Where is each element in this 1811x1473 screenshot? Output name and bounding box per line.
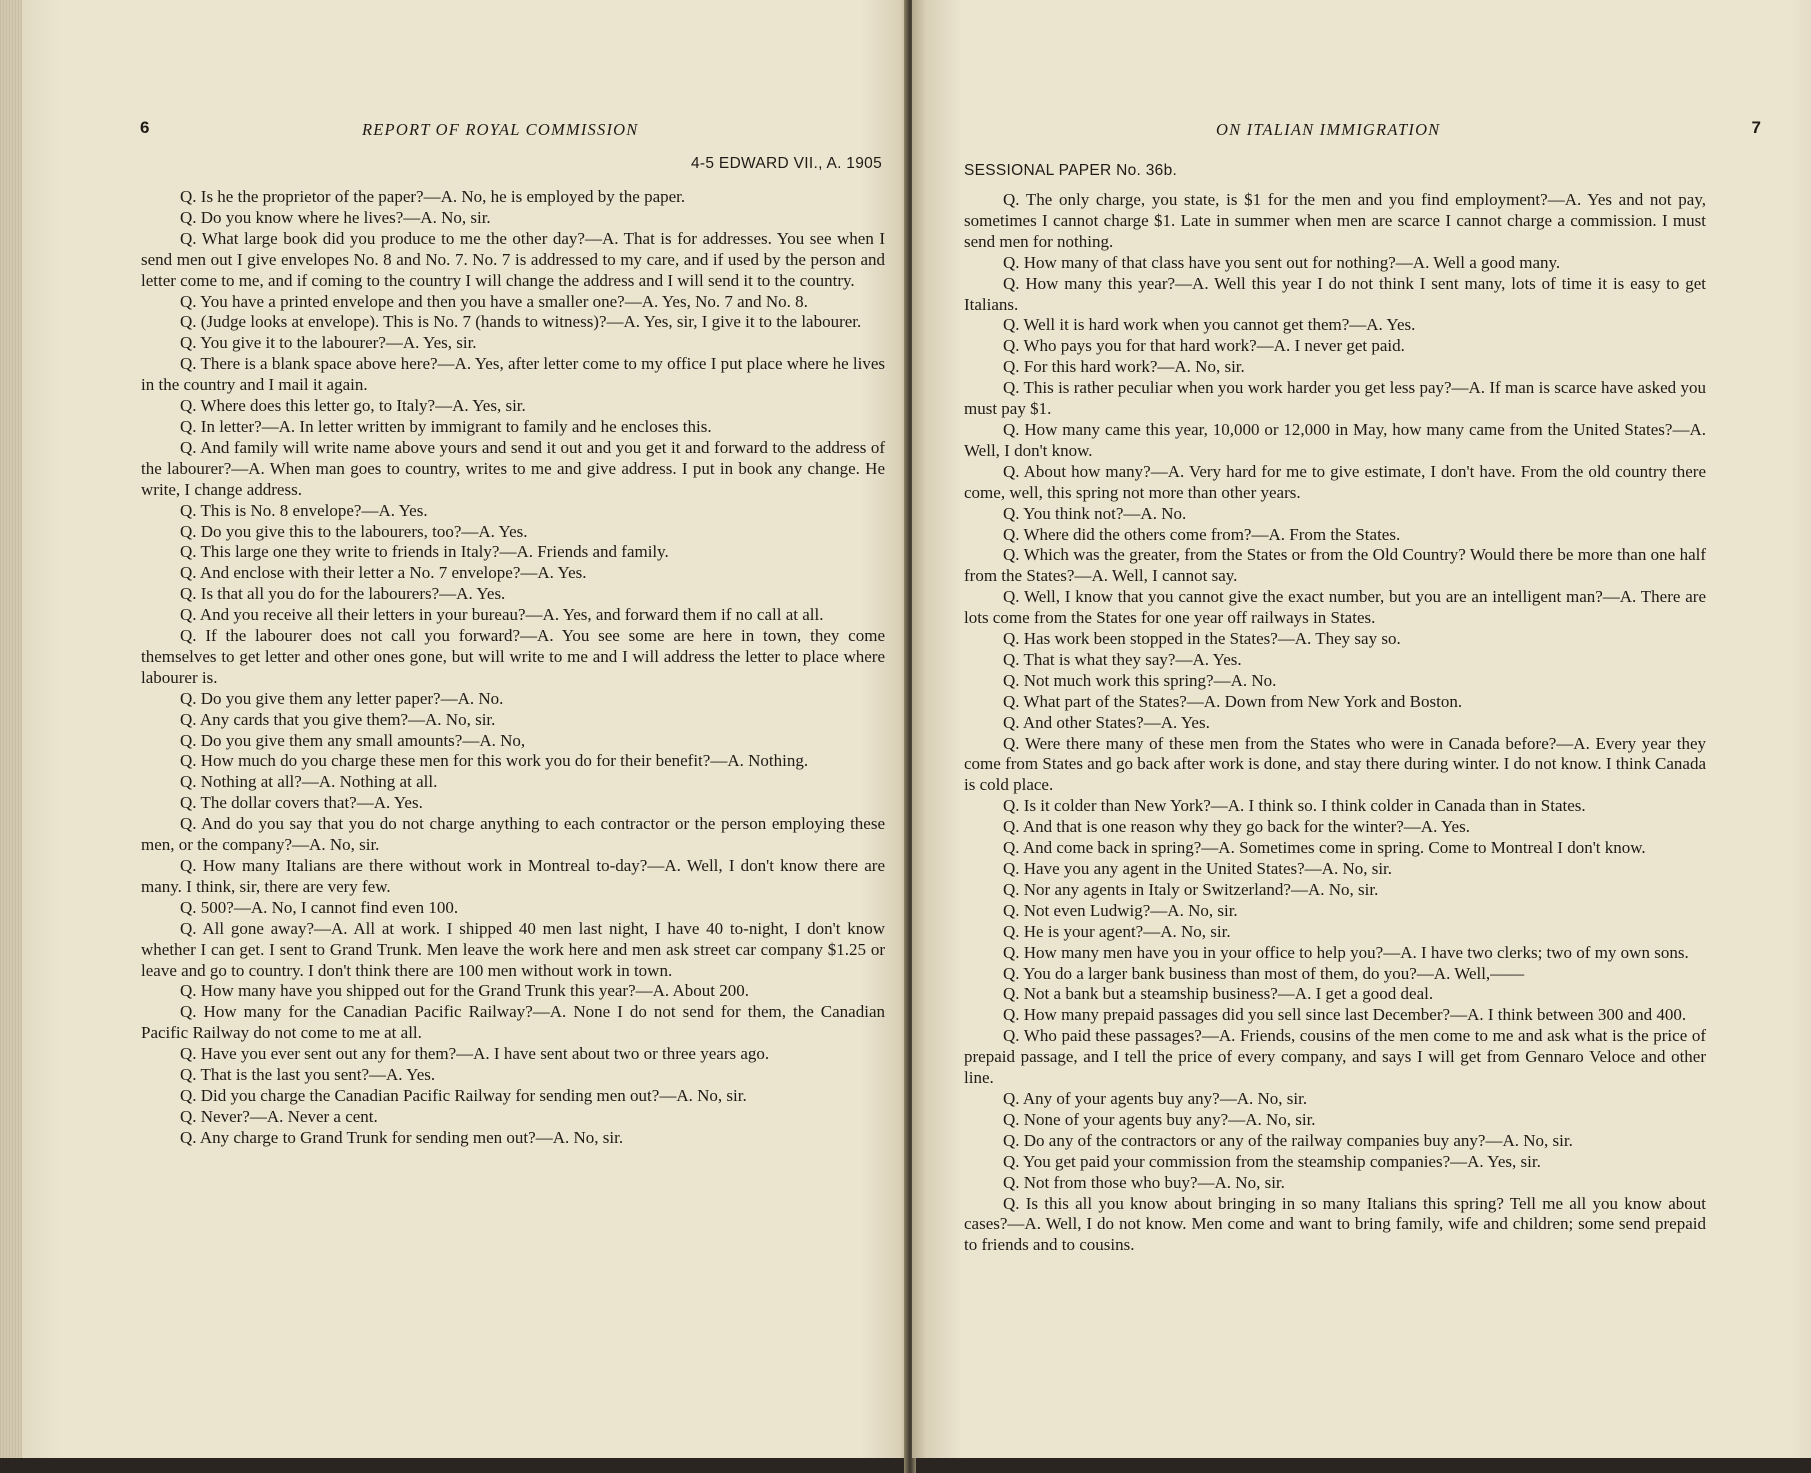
qa-paragraph: Q. Any charge to Grand Trunk for sending men out?—A. No, sir. bbox=[180, 1127, 624, 1147]
qa-paragraph: Q. How many this year?—A. Well this year I do not think I sent many, lots of time it is easy to get Italians. bbox=[964, 273, 1706, 314]
qa-paragraph: Q. Is that all you do for the labourers?—A. Yes. bbox=[180, 584, 506, 604]
qa-paragraph: Q. You get paid your commission from the steamship companies?—A. Yes, sir. bbox=[1003, 1151, 1541, 1171]
qa-paragraph: Q. For this hard work?—A. No, sir. bbox=[1003, 357, 1245, 377]
qa-paragraph: Q. Any cards that you give them?—A. No, sir. bbox=[180, 709, 496, 729]
qa-paragraph: Q. Who paid these passages?—A. Friends, cousins of the men come to me and ask what is the price of prepaid passage, and I tell the price of every company, and says I will get from Gennaro Veloce and other line. bbox=[964, 1026, 1706, 1088]
qa-paragraph: Q. What large book did you produce to me the other day?—A. That is for addresses. You see when I send men out I give envelopes No. 8 and No. 7. No. 7 is addressed to my care, and if used by the person and letter come to me, and if coming to the country I will change the address and I will send it to the country. bbox=[141, 228, 885, 290]
page-number: 7 bbox=[1751, 118, 1761, 137]
qa-paragraph: Q. Where does this letter go, to Italy?—A. Yes, sir. bbox=[180, 396, 526, 416]
qa-paragraph: Q. You think not?—A. No. bbox=[1003, 503, 1187, 523]
qa-paragraph: Q. Do you give them any small amounts?—A. No, bbox=[180, 730, 526, 750]
qa-paragraph: Q. That is the last you sent?—A. Yes. bbox=[180, 1065, 436, 1085]
qa-paragraph: Q. About how many?—A. Very hard for me to give estimate, I don't have. From the old country there come, well, this spring not more than other years. bbox=[964, 461, 1706, 502]
qa-paragraph: Q. Not much work this spring?—A. No. bbox=[1003, 670, 1277, 690]
qa-paragraph: Q. Did you charge the Canadian Pacific Railway for sending men out?—A. No, sir. bbox=[180, 1085, 747, 1105]
qa-paragraph: Q. Not from those who buy?—A. No, sir. bbox=[1003, 1172, 1285, 1192]
qa-paragraph: Q. Do you give them any letter paper?—A. No. bbox=[180, 688, 504, 708]
qa-paragraph: Q. Never?—A. Never a cent. bbox=[180, 1106, 378, 1126]
qa-paragraph: Q. And come back in spring?—A. Sometimes come in spring. Come to Montreal I don't know. bbox=[1003, 838, 1646, 858]
qa-paragraph: Q. None of your agents buy any?—A. No, sir. bbox=[1003, 1109, 1316, 1129]
qa-paragraph: Q. The only charge, you state, is $1 for the men and you find employment?—A. Yes and not pay, sometimes I cannot charge $1. Late in summer when men are scarce I cannot charge a commission. I must send men for nothing. bbox=[964, 190, 1706, 251]
qa-paragraph: Q. Do you give this to the labourers, too?—A. Yes. bbox=[180, 521, 528, 541]
page-body bbox=[964, 190, 1706, 1256]
qa-paragraph: Q. Well it is hard work when you cannot get them?—A. Yes. bbox=[1003, 315, 1416, 335]
qa-paragraph: Q. The dollar covers that?—A. Yes. bbox=[180, 793, 423, 813]
qa-paragraph: Q. How many prepaid passages did you sell since last December?—A. I think between 300 and 400. bbox=[1003, 1005, 1687, 1025]
qa-paragraph: Q. You give it to the labourer?—A. Yes, sir. bbox=[180, 333, 477, 353]
left-page bbox=[0, 0, 908, 1458]
qa-paragraph: Q. How many Italians are there without work in Montreal to-day?—A. Well, I don't know there are many. I think, sir, there are very few. bbox=[141, 856, 885, 896]
qa-paragraph: Q. And family will write name above yours and send it out and you get it and forward to the address of the labourer?—A. When man goes to country, writes to me and give address. I put in book any change. He write, I change address. bbox=[141, 437, 885, 499]
qa-paragraph: Q. How much do you charge these men for this work you do for their benefit?—A. Nothing. bbox=[180, 751, 809, 771]
qa-paragraph: Q. Nor any agents in Italy or Switzerland?—A. No, sir. bbox=[1003, 879, 1379, 899]
qa-paragraph: Q. Is it colder than New York?—A. I think so. I think colder in Canada than in States. bbox=[1003, 796, 1586, 816]
qa-paragraph: Q. Which was the greater, from the States or from the Old Country? Would there be more than one half from the States?—A. Well, I cannot say. bbox=[964, 545, 1706, 586]
qa-paragraph: Q. How many came this year, 10,000 or 12,000 in May, how many came from the United States?—A. Well, I don't know. bbox=[964, 419, 1706, 460]
running-head: REPORT OF ROYAL COMMISSION bbox=[362, 120, 639, 139]
page-edges bbox=[0, 0, 22, 1458]
qa-paragraph: Q. Do you know where he lives?—A. No, sir. bbox=[180, 207, 491, 227]
qa-paragraph: Q. How many for the Canadian Pacific Railway?—A. None I do not send for them, the Canadian Pacific Railway do not come to me at all. bbox=[141, 1002, 885, 1043]
qa-paragraph: Q. Were there many of these men from the States who were in Canada before?—A. Every year they come from States and go back after work is done, and stay there during winter. I do not know. I think Canada is cold place. bbox=[964, 733, 1706, 795]
qa-paragraph: Q. How many men have you in your office to help you?—A. I have two clerks; two of my own sons. bbox=[1003, 942, 1689, 962]
qa-paragraph: Q. How many of that class have you sent out for nothing?—A. Well a good many. bbox=[1003, 252, 1561, 272]
qa-paragraph: Q. Any of your agents buy any?—A. No, sir. bbox=[1003, 1088, 1308, 1108]
qa-paragraph: Q. Not even Ludwig?—A. No, sir. bbox=[1003, 900, 1238, 920]
page-body bbox=[141, 187, 885, 1149]
qa-paragraph: Q. Who pays you for that hard work?—A. I never get paid. bbox=[1003, 336, 1405, 356]
qa-paragraph: Q. And enclose with their letter a No. 7 envelope?—A. Yes. bbox=[180, 563, 587, 583]
qa-paragraph: Q. And do you say that you do not charge anything to each contractor or the person employing these men, or the company?—A. No, sir. bbox=[141, 814, 885, 855]
qa-paragraph: Q. Well, I know that you cannot give the exact number, but you are an intelligent man?—A. There are lots come from the States for one year off railways in States. bbox=[964, 587, 1706, 628]
qa-paragraph: Q. Nothing at all?—A. Nothing at all. bbox=[180, 772, 438, 792]
qa-paragraph: Q. (Judge looks at envelope). This is No. 7 (hands to witness)?—A. Yes, sir, I give it to the labourer. bbox=[180, 312, 862, 332]
qa-paragraph: Q. And other States?—A. Yes. bbox=[1003, 712, 1210, 732]
qa-paragraph: Q. Where did the others come from?—A. From the States. bbox=[1003, 524, 1401, 544]
session-line: SESSIONAL PAPER No. 36b. bbox=[964, 162, 1178, 179]
qa-paragraph: Q. This is No. 8 envelope?—A. Yes. bbox=[180, 500, 428, 520]
qa-paragraph: Q. All gone away?—A. All at work. I shipped 40 men last night, I have 40 to-night, I don't know whether I can get. I sent to Grand Trunk. Men leave the work here and men ask street car company $1.25 or leave and go to country. I don't think there are 100 men without work in town. bbox=[141, 918, 885, 980]
qa-paragraph: Q. You do a larger bank business than most of them, do you?—A. Well,—— bbox=[1003, 963, 1525, 983]
session-line: 4-5 EDWARD VII., A. 1905 bbox=[691, 155, 882, 172]
qa-paragraph: Q. What part of the States?—A. Down from New York and Boston. bbox=[1003, 691, 1463, 711]
qa-paragraph: Q. In letter?—A. In letter written by immigrant to family and he encloses this. bbox=[180, 416, 712, 436]
qa-paragraph: Q. He is your agent?—A. No, sir. bbox=[1003, 921, 1231, 941]
qa-paragraph: Q. Has work been stopped in the States?—A. They say so. bbox=[1003, 629, 1401, 649]
qa-paragraph: Q. Is this all you know about bringing in so many Italians this spring? Tell me all you know about cases?—A. Well, I do not know. Men come and want to bring family, wife and children; some send prepaid to friends and to cousins. bbox=[964, 1193, 1706, 1255]
qa-paragraph: Q. This large one they write to friends in Italy?—A. Friends and family. bbox=[180, 542, 669, 562]
qa-paragraph: Q. You have a printed envelope and then you have a smaller one?—A. Yes, No. 7 and No. 8. bbox=[180, 291, 808, 311]
qa-paragraph: Q. And that is one reason why they go back for the winter?—A. Yes. bbox=[1003, 817, 1470, 837]
qa-paragraph: Q. This is rather peculiar when you work harder you get less pay?—A. If man is scarce have asked you must pay $1. bbox=[964, 378, 1706, 419]
right-page bbox=[912, 0, 1811, 1458]
qa-paragraph: Q. Have you ever sent out any for them?—A. I have sent about two or three years ago. bbox=[180, 1044, 770, 1064]
qa-paragraph: Q. Is he the proprietor of the paper?—A. No, he is employed by the paper. bbox=[180, 187, 686, 206]
qa-paragraph: Q. If the labourer does not call you forward?—A. You see some are here in town, they come themselves to get letter and other ones gone, but will write to me and I will address the letter to place where labourer is. bbox=[141, 626, 885, 687]
qa-paragraph: Q. That is what they say?—A. Yes. bbox=[1003, 649, 1242, 669]
qa-paragraph: Q. Have you any agent in the United States?—A. No, sir. bbox=[1003, 859, 1393, 878]
qa-paragraph: Q. Not a bank but a steamship business?—A. I get a good deal. bbox=[1003, 984, 1434, 1004]
page-number: 6 bbox=[140, 118, 150, 137]
qa-paragraph: Q. 500?—A. No, I cannot find even 100. bbox=[180, 897, 459, 917]
running-head: ON ITALIAN IMMIGRATION bbox=[1216, 120, 1441, 139]
qa-paragraph: Q. And you receive all their letters in your bureau?—A. Yes, and forward them if no call at all. bbox=[180, 605, 824, 625]
qa-paragraph: Q. Do any of the contractors or any of the railway companies buy any?—A. No, sir. bbox=[1003, 1130, 1573, 1150]
qa-paragraph: Q. How many have you shipped out for the Grand Trunk this year?—A. About 200. bbox=[180, 981, 749, 1001]
qa-paragraph: Q. There is a blank space above here?—A. Yes, after letter come to my office I put place where he lives in the country and I mail it again. bbox=[141, 354, 885, 395]
